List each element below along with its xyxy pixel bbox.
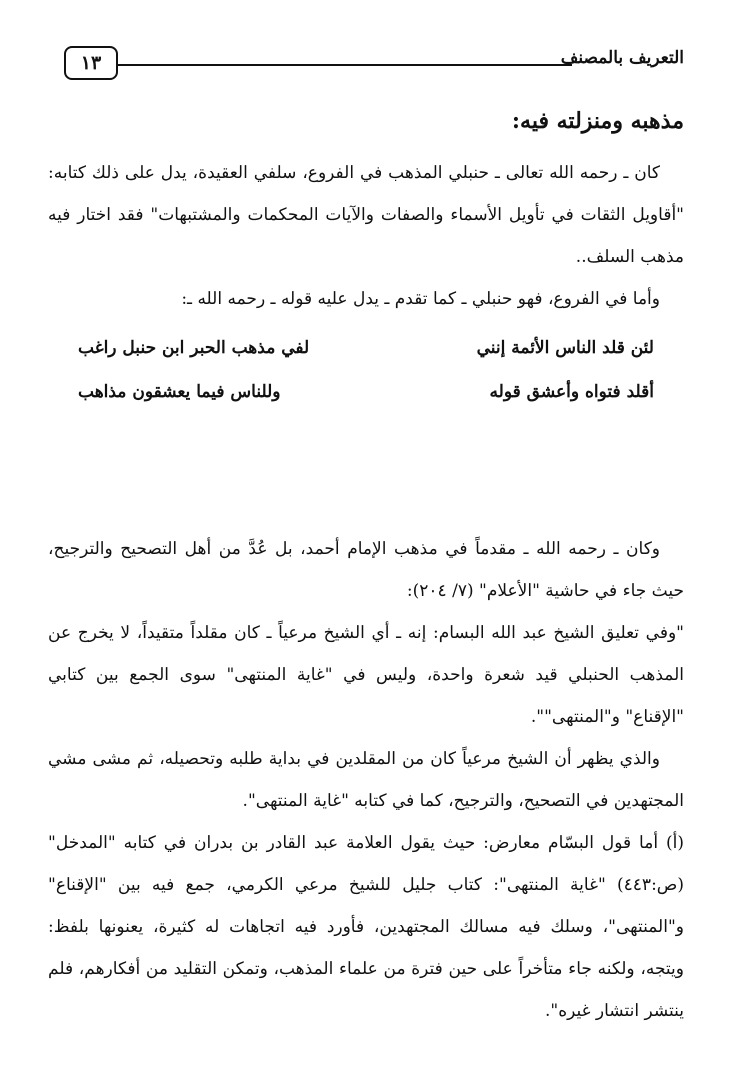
- page-header: [64, 44, 684, 84]
- verse-line: [48, 338, 684, 382]
- running-title: التعريف بالمصنف: [560, 48, 684, 68]
- text-block-top: [48, 152, 684, 320]
- paragraph: وكان ـ رحمه الله ـ مقدماً في مذهب الإمام أحمد، بل عُدَّ من أهل التصحيح والترجيح، حيث جاء في حاشية "الأعلام" (٧/ ٢٠٤):: [48, 539, 684, 601]
- note-text: أما قول البسّام معارض: حيث يقول العلامة عبد القادر بن بدران في كتابه "المدخل" (ص:٤٤٣) "غاية المنتهى": كتاب جليل للشيخ مرعي الكرمي، جمع فيه بين "الإقناع" و"المنتهى"، وسلك فيه مسالك المجتهدين، فأورد فيه اتجاهات له كثيرة، يعنونها بلفظ: ويتجه، ولكنه جاء متأخراً على حين فترة من علماء المذهب، وتمكن التقليد من أفكارهم، فلم ينتشر انتشار غيره".: [48, 833, 684, 1021]
- poem-verses: [48, 338, 684, 426]
- quote-paragraph: "وفي تعليق الشيخ عبد الله البسام: إنه ـ أي الشيخ مرعياً ـ كان مقلداً متقيداً، لا يخرج عن المذهب الحنبلي قيد شعرة واحدة، وليس في "غاية المنتهى" سوى الجمع بين كتابي "الإقناع" و"المنتهى"".: [48, 623, 684, 727]
- header-rule: [118, 64, 572, 66]
- note-label: (أ): [666, 833, 684, 853]
- page-number-box: ١٣: [64, 46, 118, 80]
- verse-second-half: وللناس فيما يعشقون مذاهب: [78, 382, 281, 402]
- paragraph: كان ـ رحمه الله تعالى ـ حنبلي المذهب في الفروع، سلفي العقيدة، يدل على ذلك كتابه: "أقاويل الثقات في تأويل الأسماء والصفات والآيات المحكمات والمشتبهات" فقد اختار فيه مذهب السلف..: [48, 163, 684, 267]
- text-block-bottom: [48, 528, 684, 1032]
- paragraph: وأما في الفروع، فهو حنبلي ـ كما تقدم ـ يدل عليه قوله ـ رحمه الله ـ:: [181, 289, 660, 309]
- verse-line: [48, 382, 684, 426]
- verse-second-half: لفي مذهب الحبر ابن حنبل راغب: [78, 338, 310, 358]
- verse-first-half: لئن قلد الناس الأئمة إنني: [476, 338, 654, 358]
- section-heading: مذهبه ومنزلته فيه:: [511, 108, 684, 134]
- paragraph: والذي يظهر أن الشيخ مرعياً كان من المقلدين في بداية طلبه وتحصيله، ثم مشى مشي المجتهدين في التصحيح، والترجيح، كما في كتابه "غاية المنتهى".: [48, 749, 684, 811]
- footnote-paragraph: [48, 822, 684, 1032]
- verse-first-half: أقلد فتواه وأعشق قوله: [489, 382, 654, 402]
